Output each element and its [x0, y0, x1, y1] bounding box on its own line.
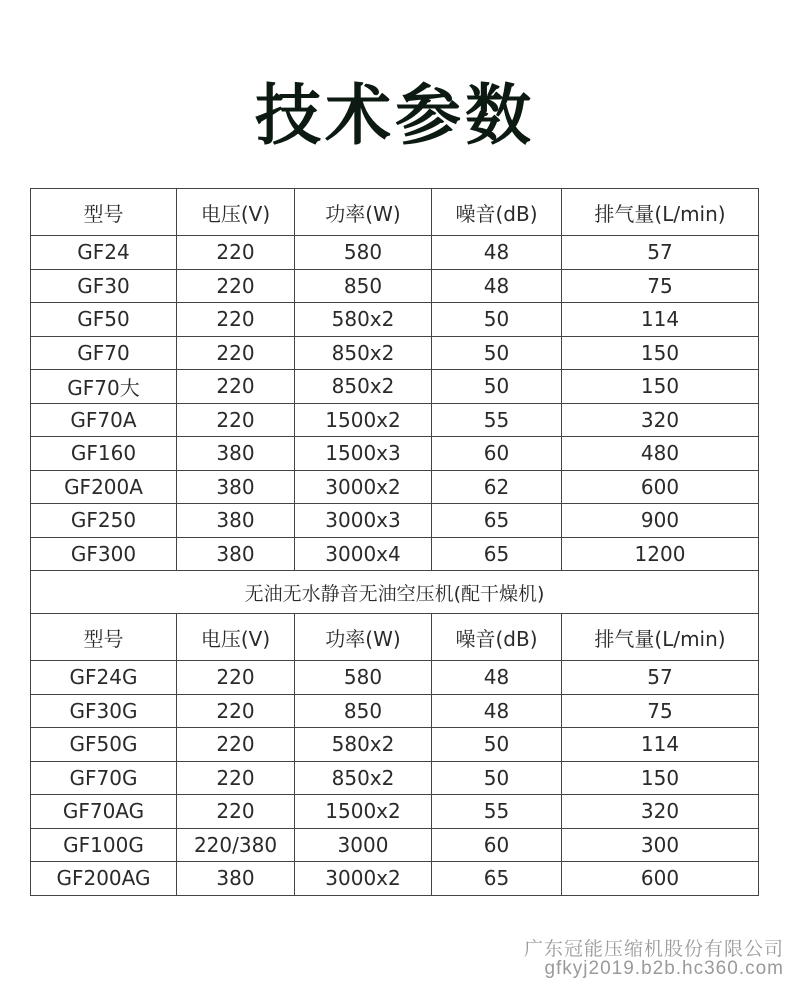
cell-noise: 60	[432, 828, 562, 862]
cell-voltage: 220	[177, 403, 295, 437]
table-row	[31, 537, 759, 571]
cell-power: 850x2	[295, 370, 432, 404]
cell-voltage: 220	[177, 370, 295, 404]
header-power: 功率(W)	[295, 189, 432, 236]
table-row	[31, 504, 759, 538]
header-displacement: 排气量(L/min)	[562, 614, 759, 661]
cell-displacement: 600	[562, 862, 759, 896]
cell-model: GF250	[31, 504, 177, 538]
header-model: 型号	[31, 614, 177, 661]
table-row	[31, 303, 759, 337]
cell-power: 3000x4	[295, 537, 432, 571]
table-row	[31, 694, 759, 728]
cell-displacement: 600	[562, 470, 759, 504]
cell-displacement: 150	[562, 370, 759, 404]
cell-power: 3000	[295, 828, 432, 862]
cell-voltage: 220	[177, 761, 295, 795]
cell-model: GF70A	[31, 403, 177, 437]
cell-displacement: 75	[562, 694, 759, 728]
cell-model: GF300	[31, 537, 177, 571]
cell-noise: 50	[432, 761, 562, 795]
cell-displacement: 150	[562, 761, 759, 795]
cell-displacement: 57	[562, 661, 759, 695]
cell-voltage: 220	[177, 269, 295, 303]
cell-power: 850	[295, 694, 432, 728]
cell-displacement: 1200	[562, 537, 759, 571]
table-row	[31, 269, 759, 303]
page-title: 技术参数	[255, 77, 535, 154]
spec-table	[30, 188, 759, 896]
cell-noise: 62	[432, 470, 562, 504]
header-model: 型号	[31, 189, 177, 236]
table-row	[31, 370, 759, 404]
cell-model: GF30	[31, 269, 177, 303]
cell-power: 850x2	[295, 761, 432, 795]
table-row	[31, 403, 759, 437]
table-row	[31, 795, 759, 829]
cell-voltage: 220	[177, 336, 295, 370]
cell-voltage: 220	[177, 661, 295, 695]
cell-displacement: 900	[562, 504, 759, 538]
cell-noise: 65	[432, 862, 562, 896]
cell-power: 850x2	[295, 336, 432, 370]
cell-power: 580	[295, 661, 432, 695]
cell-displacement: 114	[562, 728, 759, 762]
cell-voltage: 380	[177, 437, 295, 471]
section-title: 无油无水静音无油空压机(配干燥机)	[31, 571, 759, 614]
cell-model: GF50	[31, 303, 177, 337]
header-power: 功率(W)	[295, 614, 432, 661]
cell-model: GF50G	[31, 728, 177, 762]
cell-voltage: 220/380	[177, 828, 295, 862]
cell-model: GF24G	[31, 661, 177, 695]
header-voltage: 电压(V)	[177, 189, 295, 236]
cell-voltage: 220	[177, 303, 295, 337]
cell-power: 3000x3	[295, 504, 432, 538]
cell-power: 3000x2	[295, 862, 432, 896]
cell-power: 1500x3	[295, 437, 432, 471]
table-header-row	[31, 614, 759, 661]
cell-power: 3000x2	[295, 470, 432, 504]
table-row	[31, 862, 759, 896]
cell-noise: 55	[432, 795, 562, 829]
cell-displacement: 150	[562, 336, 759, 370]
cell-voltage: 220	[177, 694, 295, 728]
cell-noise: 48	[432, 661, 562, 695]
table-row	[31, 437, 759, 471]
watermark-company: 广东冠能压缩机股份有限公司	[523, 939, 784, 960]
cell-noise: 50	[432, 728, 562, 762]
cell-model: GF70G	[31, 761, 177, 795]
cell-noise: 65	[432, 537, 562, 571]
header-noise: 噪音(dB)	[432, 614, 562, 661]
cell-displacement: 114	[562, 303, 759, 337]
table-header-row	[31, 189, 759, 236]
cell-displacement: 75	[562, 269, 759, 303]
table-row	[31, 336, 759, 370]
cell-noise: 50	[432, 303, 562, 337]
cell-noise: 48	[432, 236, 562, 270]
section-row	[31, 571, 759, 614]
cell-noise: 48	[432, 269, 562, 303]
watermark-site: gfkyj2019.b2b.hc360.com	[544, 958, 784, 979]
cell-displacement: 320	[562, 403, 759, 437]
cell-model: GF70	[31, 336, 177, 370]
cell-voltage: 220	[177, 236, 295, 270]
table-row	[31, 661, 759, 695]
cell-model: GF24	[31, 236, 177, 270]
cell-noise: 48	[432, 694, 562, 728]
cell-displacement: 57	[562, 236, 759, 270]
cell-model: GF160	[31, 437, 177, 471]
cell-noise: 55	[432, 403, 562, 437]
cell-voltage: 220	[177, 728, 295, 762]
cell-model: GF70大	[31, 370, 177, 404]
table-row	[31, 236, 759, 270]
table-row	[31, 828, 759, 862]
cell-model: GF30G	[31, 694, 177, 728]
cell-voltage: 380	[177, 537, 295, 571]
cell-model: GF100G	[31, 828, 177, 862]
cell-displacement: 480	[562, 437, 759, 471]
cell-voltage: 380	[177, 504, 295, 538]
cell-power: 1500x2	[295, 795, 432, 829]
cell-power: 850	[295, 269, 432, 303]
cell-displacement: 300	[562, 828, 759, 862]
cell-power: 580x2	[295, 303, 432, 337]
header-noise: 噪音(dB)	[432, 189, 562, 236]
header-voltage: 电压(V)	[177, 614, 295, 661]
table-row	[31, 728, 759, 762]
cell-model: GF70AG	[31, 795, 177, 829]
table-row	[31, 761, 759, 795]
cell-model: GF200A	[31, 470, 177, 504]
cell-voltage: 220	[177, 795, 295, 829]
cell-noise: 50	[432, 336, 562, 370]
cell-displacement: 320	[562, 795, 759, 829]
cell-voltage: 380	[177, 862, 295, 896]
cell-power: 580	[295, 236, 432, 270]
cell-model: GF200AG	[31, 862, 177, 896]
cell-power: 1500x2	[295, 403, 432, 437]
cell-noise: 60	[432, 437, 562, 471]
header-displacement: 排气量(L/min)	[562, 189, 759, 236]
cell-noise: 65	[432, 504, 562, 538]
cell-noise: 50	[432, 370, 562, 404]
cell-voltage: 380	[177, 470, 295, 504]
cell-power: 580x2	[295, 728, 432, 762]
table-row	[31, 470, 759, 504]
